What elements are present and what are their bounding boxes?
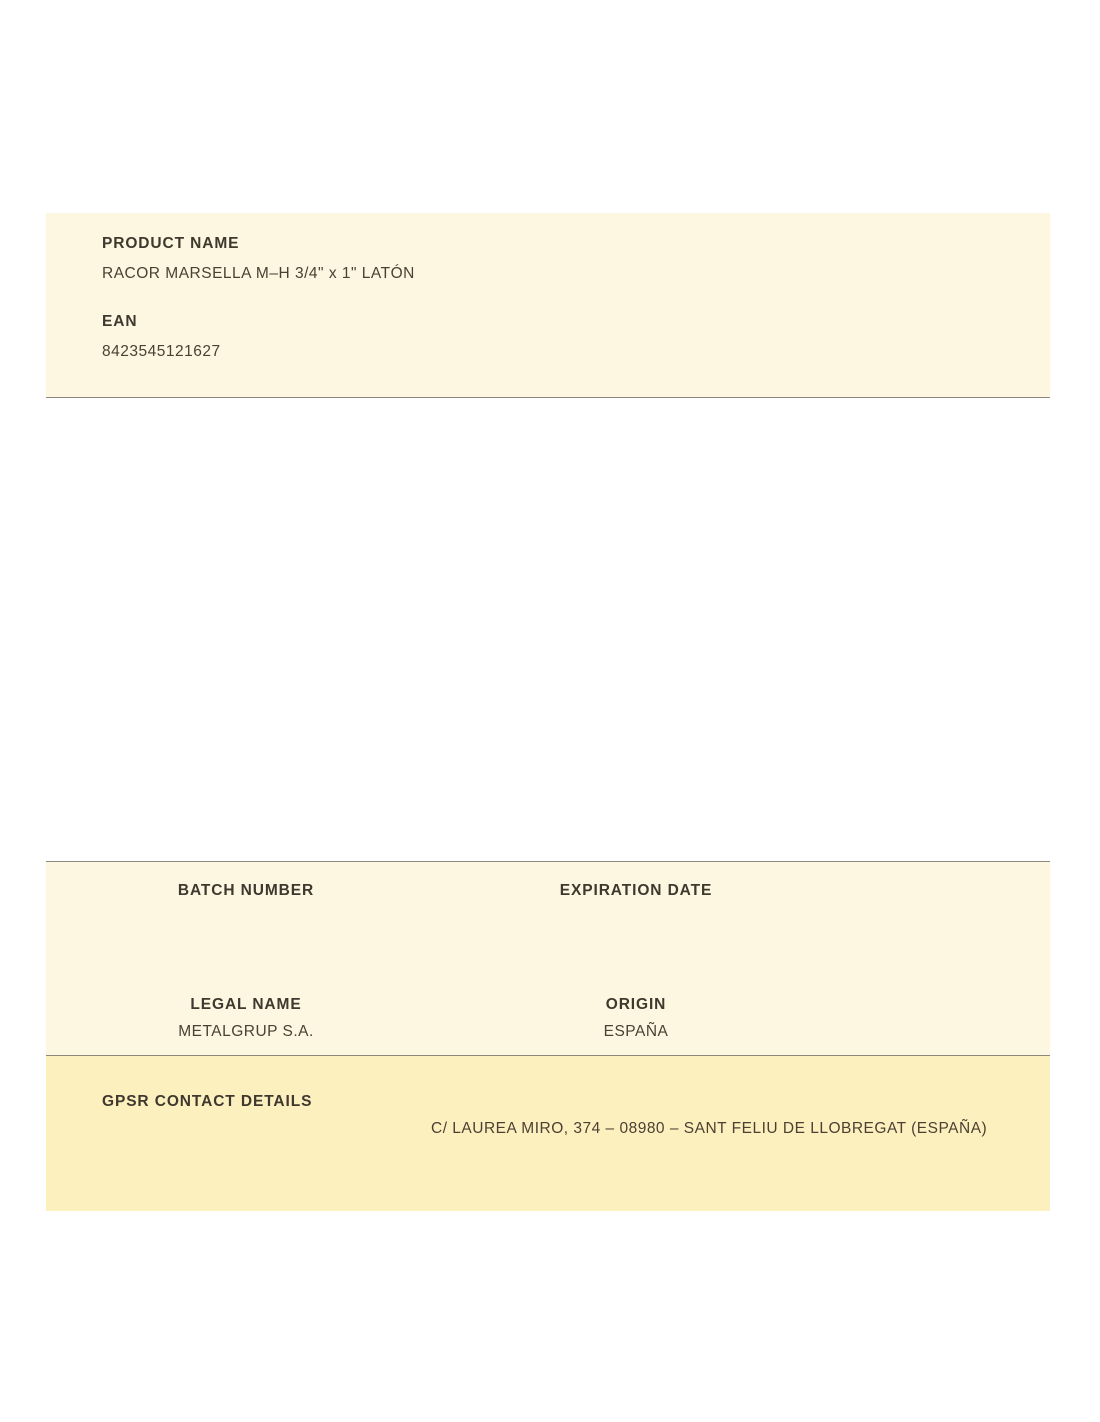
ean-label: EAN: [102, 313, 138, 331]
spacer: [46, 283, 1050, 313]
expiration-date-label: EXPIRATION DATE: [559, 882, 713, 899]
gpsr-contact-block: [46, 1056, 1050, 1211]
traceability-row-bottom: [46, 996, 1050, 1042]
gpsr-contact-label: GPSR CONTACT DETAILS: [102, 1093, 313, 1110]
legal-name-value: METALGRUP S.A.: [178, 1023, 314, 1041]
legal-name-label: LEGAL NAME: [190, 995, 302, 1013]
product-name-value: RACOR MARSELLA M–H 3/4" x 1" LATÓN: [102, 264, 415, 282]
expiration-date-value: [446, 910, 826, 928]
ean-value: 8423545121627: [102, 342, 221, 360]
blank-content-area: [46, 398, 1050, 861]
origin-value: ESPAÑA: [603, 1023, 669, 1041]
traceability-row-top: [46, 882, 1050, 928]
ean-field: [46, 313, 1050, 361]
batch-number-value: [46, 910, 446, 928]
batch-number-field: [46, 882, 446, 928]
product-info-block: [46, 213, 1050, 398]
legal-name-field: [46, 996, 446, 1042]
product-name-label: PRODUCT NAME: [102, 235, 240, 252]
expiration-date-field: [446, 882, 826, 928]
product-name-field: [46, 235, 1050, 283]
traceability-block: [46, 861, 1050, 1056]
origin-label: ORIGIN: [605, 995, 667, 1013]
batch-number-label: BATCH NUMBER: [177, 882, 315, 899]
origin-field: [446, 996, 826, 1042]
gpsr-contact-value: C/ LAUREA MIRO, 374 – 08980 – SANT FELIU DE LLOBREGAT (ESPAÑA): [431, 1120, 988, 1137]
